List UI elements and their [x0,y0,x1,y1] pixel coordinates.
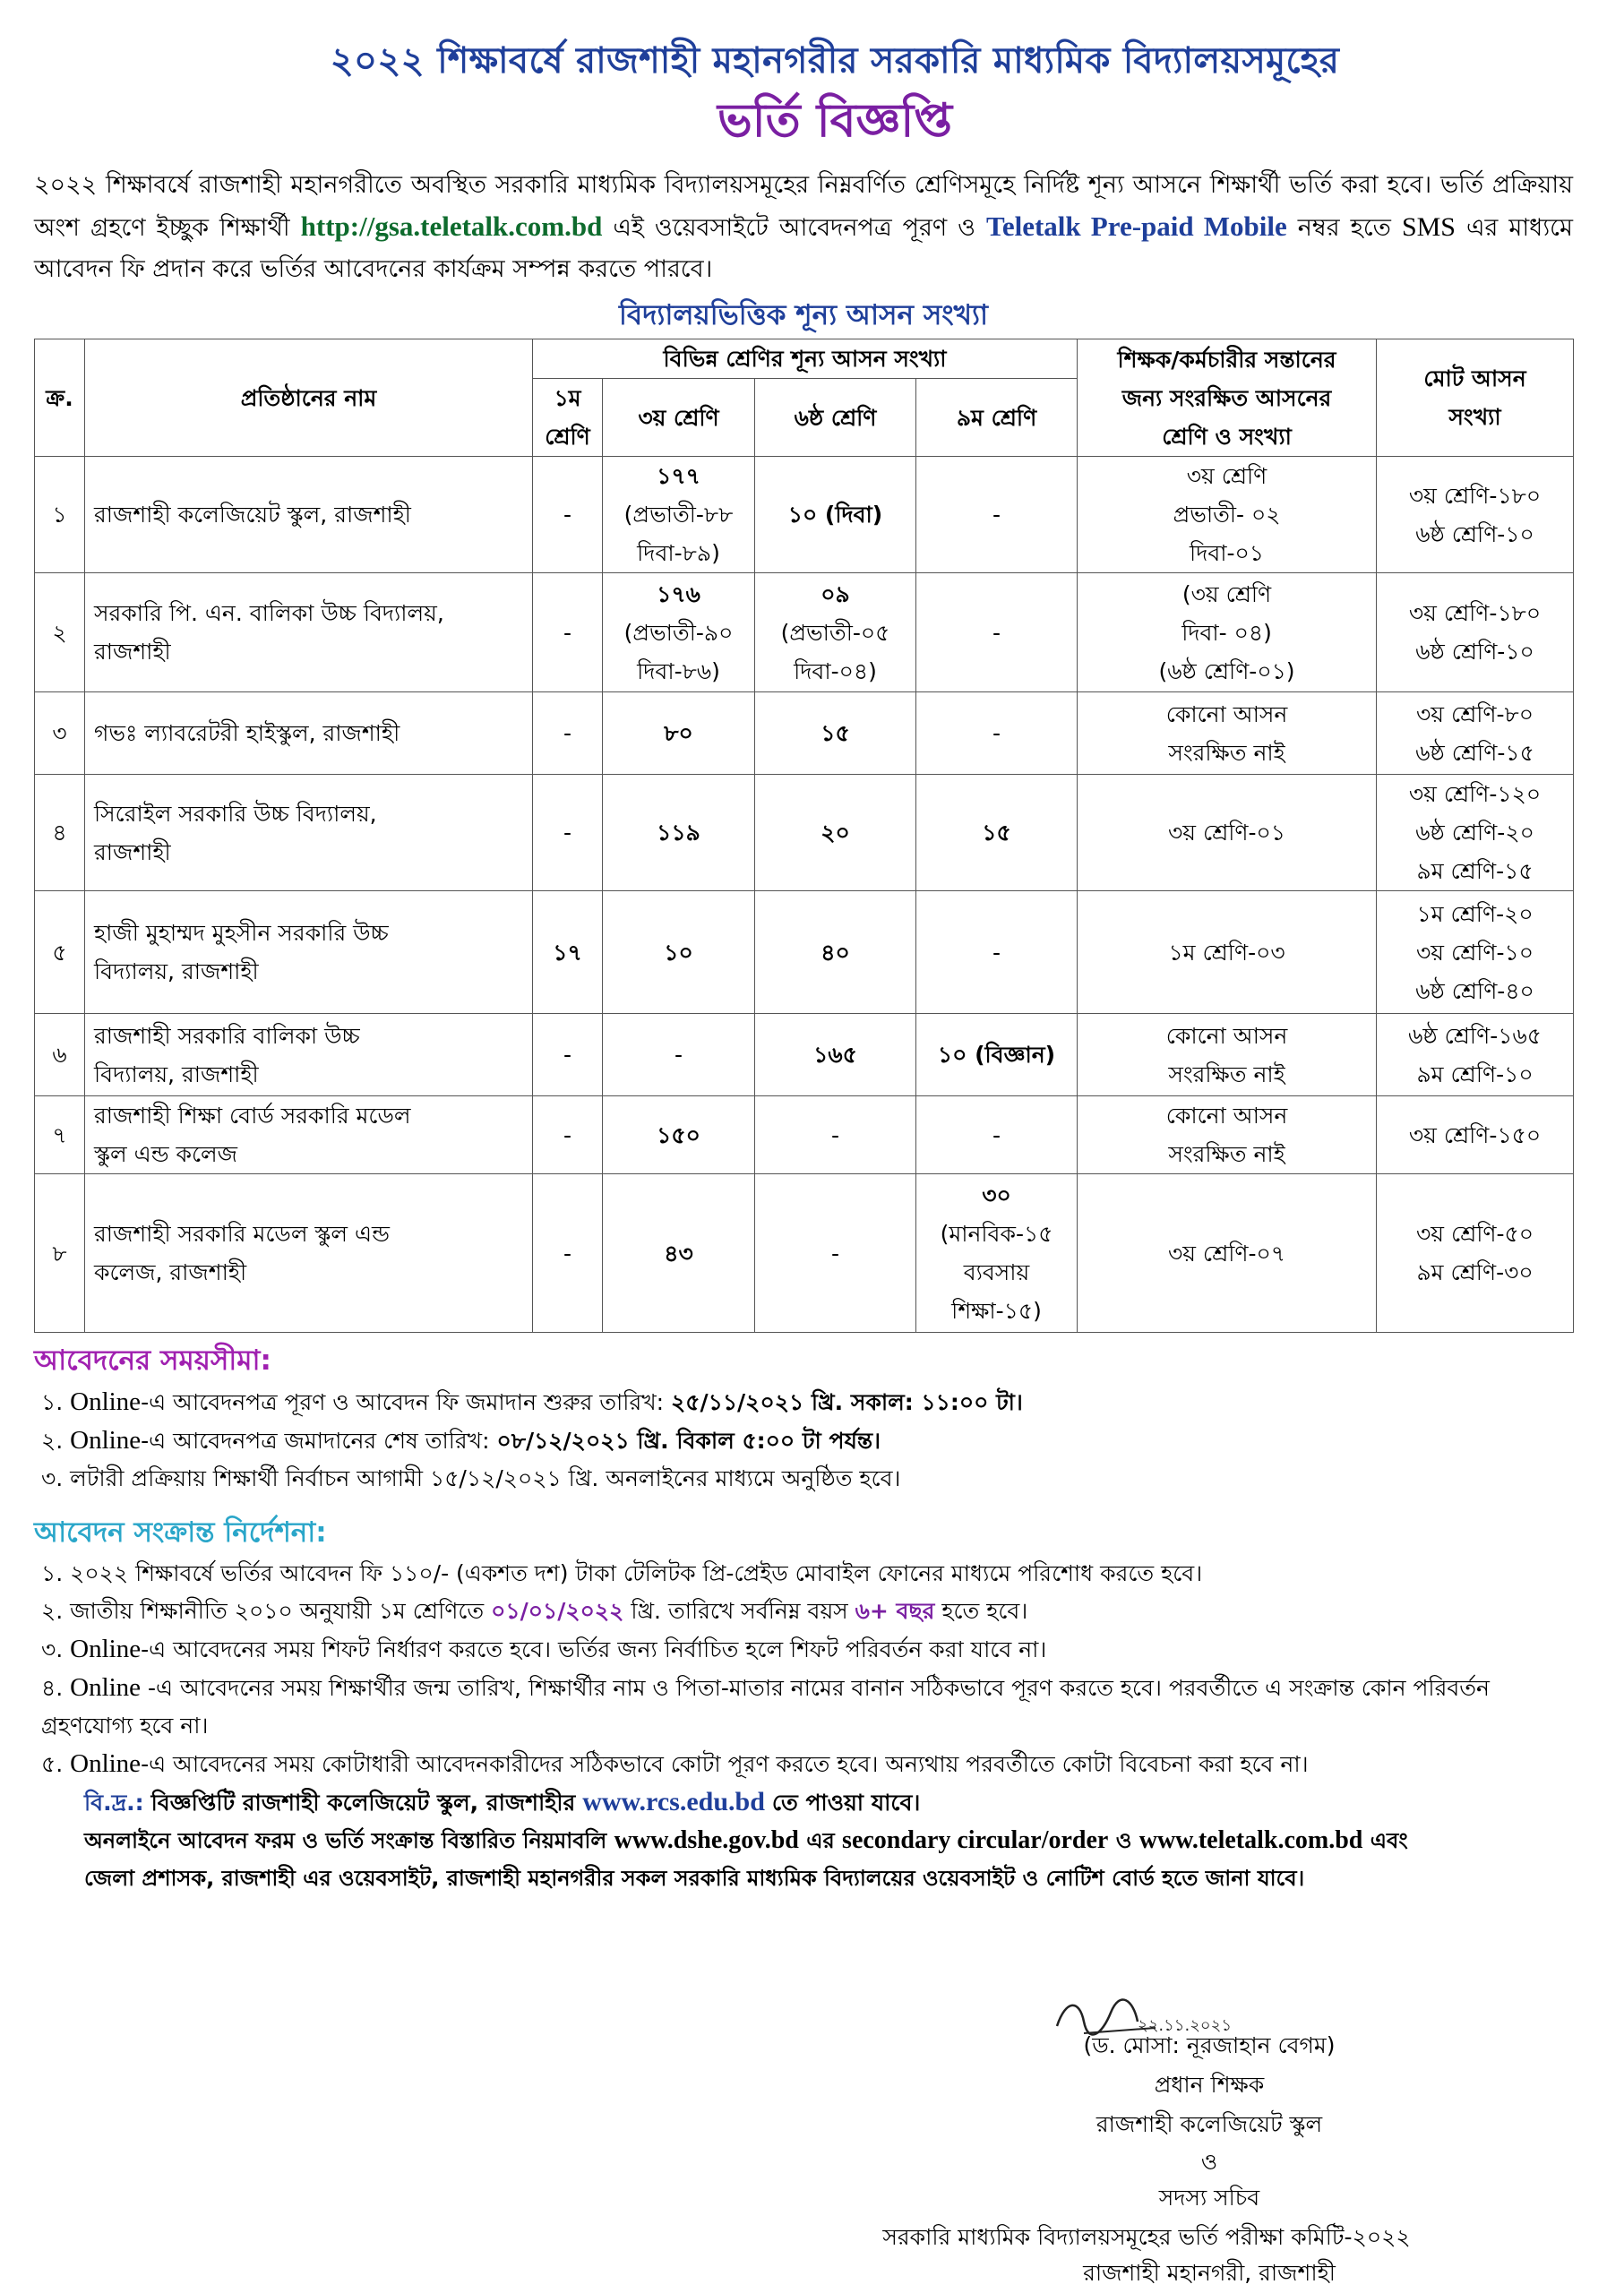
cell-reserved: কোনো আসন সংরক্ষিত নাই [1078,1014,1377,1096]
application-url-link[interactable]: http://gsa.teletalk.com.bd [300,210,603,242]
cell-class6: ০৯ (প্রভাতী-০৫ দিবা-০৪) [755,573,916,692]
cell-total: ৩য় শ্রেণি-১৫০ [1377,1096,1574,1174]
cell-reserved: ৩য় শ্রেণি প্রভাতী- ০২ দিবা-০১ [1078,457,1377,573]
instruction-3: ৩. Online-এ আবেদনের সময় শিফট নির্ধারণ করতে হবে। ভর্তির জন্য নির্বাচিত হলে শিফট পরিবর্তন করা যাবে না। [41,1635,1047,1663]
cell-serial: ১ [35,457,85,573]
cell-class9: - [916,457,1078,573]
cell-serial: ৩ [35,692,85,775]
cell-serial: ২ [35,573,85,692]
cell-class1: - [533,1096,603,1174]
cell-class9: ৩০ (মানবিক-১৫ ব্যবসায় শিক্ষা-১৫) [916,1174,1078,1333]
intro-text-1: ২০২২ শিক্ষাবর্ষে রাজশাহী মহানগরীতে অবস্থিত সরকারি মাধ্যমিক বিদ্যালয়সমূহের নিম্নবর্ণিত শ্রেণিসমূহে নির্দিষ্ট শূন্য আসনে শিক্ষার্থী ভর্তি করা হবে। ভর্তি প্রক্রিয়ায় অংশ গ্রহণে ইচ্ছুক শিক্ষার্থী [34,171,1573,242]
cell-institution: রাজশাহী সরকারি বালিকা উচ্চ বিদ্যালয়, রাজশাহী [85,1014,533,1096]
instruction-1: ১. ২০২২ শিক্ষাবর্ষে ভর্তির আবেদন ফি ১১০/- (একশত দশ) টাকা টেলিটক প্রি-প্রেইড মোবাইল ফোনের মাধ্যমে পরিশোধ করতে হবে। [41,1560,1203,1586]
table-row [35,775,1574,891]
col-class9: ৯ম শ্রেণি [916,379,1078,457]
online-info-line2: জেলা প্রশাসক, রাজশাহী এর ওয়েবসাইট, রাজশাহী মহানগরীর সকল সরকারি মাধ্যমিক বিদ্যালয়ের ওয়েবসাইট ও নোটিশ বোর্ড হতে জানা যাবে। [84,1866,1305,1891]
cell-reserved: ১ম শ্রেণি-০৩ [1078,891,1377,1014]
table-row [35,692,1574,775]
min-age: ৬+ বছর [855,1598,935,1624]
signatory-school: রাজশাহী কলেজিয়েট স্কুল [1096,2111,1323,2137]
cell-class9: - [916,891,1078,1014]
cell-class9: - [916,573,1078,692]
cell-class3: ১১৯ [603,775,755,891]
cell-class9: - [916,692,1078,775]
min-age-date: ০১/০১/২০২২ [491,1598,624,1624]
cell-reserved: ৩য় শ্রেণি-০১ [1078,775,1377,891]
deadline-heading: আবেদনের সময়সীমা: [34,1344,271,1377]
col-reserved: শিক্ষক/কর্মচারীর সন্তানের জন্য সংরক্ষিত আসনের শ্রেণি ও সংখ্যা [1078,339,1377,457]
cell-total: ৩য় শ্রেণি-৫০ ৯ম শ্রেণি-৩০ [1377,1174,1574,1333]
dshe-link[interactable]: www.dshe.gov.bd [614,1826,799,1854]
deadline-item: ২. Online-এ আবেদনপত্র জমাদানের শেষ তারিখ: ০৮/১২/২০২১ খ্রি. বিকাল ৫:০০ টা পর্যন্ত। [41,1426,881,1455]
cell-institution: হাজী মুহাম্মদ মুহসীন সরকারি উচ্চ বিদ্যালয়, রাজশাহী [85,891,533,1014]
cell-class3: ১৫০ [603,1096,755,1174]
cell-class1: - [533,692,603,775]
deadline-item: ১. Online-এ আবেদনপত্র পূরণ ও আবেদন ফি জমাদান শুরুর তারিখ: ২৫/১১/২০২১ খ্রি. সকাল: ১১:০০ টা। [41,1387,1023,1416]
table-row [35,1096,1574,1174]
cell-class1: - [533,1174,603,1333]
signatory-role: সদস্য সচিব [1158,2185,1260,2211]
cell-class6: ২০ [755,775,916,891]
intro-text-3: নম্বর হতে [1297,214,1391,242]
col-total: মোট আসন সংখ্যা [1377,339,1574,457]
cell-class6: ১০ (দিবা) [755,457,916,573]
instruction-4: ৪. Online -এ আবেদনের সময় শিক্ষার্থীর জন্ম তারিখ, শিক্ষার্থীর নাম ও পিতা-মাতার নামের বানান সঠিকভাবে পূরণ করতে হবে। পরবর্তীতে এ সংক্রান্ত কোন পরিবর্তন গ্রহণযোগ্য হবে না। [41,1673,1490,1739]
col-class1: ১ম শ্রেণি [533,379,603,457]
cell-class3: ৪৩ [603,1174,755,1333]
cell-class1: - [533,573,603,692]
cell-institution: সিরোইল সরকারি উচ্চ বিদ্যালয়, রাজশাহী [85,775,533,891]
deadline-list [34,1383,1573,1498]
cell-class3: ১৭৭ (প্রভাতী-৮৮ দিবা-৮৯) [603,457,755,573]
cell-class6: ৪০ [755,891,916,1014]
note-lead: বি.দ্র.: [84,1790,144,1816]
col-serial: ক্র. [35,339,85,457]
table-row [35,1014,1574,1096]
signatory-and: ও [1200,2149,1218,2175]
table-row [35,457,1574,573]
instruction-2: ২. জাতীয় শিক্ষানীতি ২০১০ অনুযায়ী ১ম শ্রেণিতে ০১/০১/২০২২ খ্রি. তারিখে সর্বনিম্ন বয়স ৬+ বছর হতে হবে। [41,1598,1028,1624]
notice-subtitle: ভর্তি বিজ্ঞপ্তি [717,94,952,148]
cell-class9: ১৫ [916,775,1078,891]
cell-class9: ১০ (বিজ্ঞান) [916,1014,1078,1096]
table-row [35,573,1574,692]
cell-serial: ৫ [35,891,85,1014]
cell-reserved: কোনো আসন সংরক্ষিত নাই [1078,1096,1377,1174]
cell-class3: ১০ [603,891,755,1014]
cell-class3: ১৭৬ (প্রভাতী-৯০ দিবা-৮৬) [603,573,755,692]
col-class6: ৬ষ্ঠ শ্রেণি [755,379,916,457]
teletalk-brand: Teletalk Pre-paid Mobile [986,210,1287,242]
cell-serial: ৪ [35,775,85,891]
vacant-seats-table [34,339,1574,1333]
cell-serial: ৭ [35,1096,85,1174]
cell-class1: - [533,775,603,891]
table-row [35,1174,1574,1333]
cell-class1: - [533,1014,603,1096]
signatory-location: রাজশাহী মহানগরী, রাজশাহী [1083,2260,1336,2286]
cell-class6: - [755,1096,916,1174]
signatory-designation: প্রধান শিক্ষক [1154,2072,1265,2098]
notice-title: ২০২২ শিক্ষাবর্ষে রাজশাহী মহানগরীর সরকারি মাধ্যমিক বিদ্যালয়সমূহের [330,40,1340,82]
table-title: বিদ্যালয়ভিত্তিক শূন্য আসন সংখ্যা [619,299,988,331]
cell-serial: ৮ [35,1174,85,1333]
cell-class6: ১৬৫ [755,1014,916,1096]
cell-reserved: ৩য় শ্রেণি-০৭ [1078,1174,1377,1333]
table-row [35,891,1574,1014]
cell-reserved: কোনো আসন সংরক্ষিত নাই [1078,692,1377,775]
cell-total: ৩য় শ্রেণি-৮০ ৬ষ্ঠ শ্রেণি-১৫ [1377,692,1574,775]
cell-class9: - [916,1096,1078,1174]
cell-class1: - [533,457,603,573]
intro-text-4: এর মাধ্যমে আবেদন ফি প্রদান করে ভর্তির আবেদনের কার্যক্রম সম্পন্ন করতে পারবে। [34,214,1573,283]
cell-class6: ১৫ [755,692,916,775]
teletalk-link[interactable]: www.teletalk.com.bd [1139,1826,1363,1854]
cell-total: ৩য় শ্রেণি-১৮০ ৬ষ্ঠ শ্রেণি-১০ [1377,573,1574,692]
cell-institution: গভঃ ল্যাবরেটরী হাইস্কুল, রাজশাহী [85,692,533,775]
intro-text-2: এই ওয়েবসাইটে আবেদনপত্র পূরণ ও [613,214,976,242]
cell-class3: - [603,1014,755,1096]
admission-notice [34,36,1573,1897]
intro-paragraph [34,165,1573,290]
deadline-item: ৩. লটারী প্রক্রিয়ায় শিক্ষার্থী নির্বাচন আগামী ১৫/১২/২০২১ খ্রি. অনলাইনের মাধ্যমে অনুষ্ঠিত হবে। [41,1465,901,1491]
cell-class6: - [755,1174,916,1333]
sms-label: SMS [1401,212,1456,242]
signatory-committee: সরকারি মাধ্যমিক বিদ্যালয়সমূহের ভর্তি পরীক্ষা কমিটি-২০২২ [882,2224,1411,2250]
rcs-website-link[interactable]: www.rcs.edu.bd [582,1787,765,1816]
signature-date: ২২.১১.২০২১ [1138,2016,1233,2035]
cell-total: ৩য় শ্রেণি-১৮০ ৬ষ্ঠ শ্রেণি-১০ [1377,457,1574,573]
cell-institution: রাজশাহী কলেজিয়েট স্কুল, রাজশাহী [85,457,533,573]
cell-class3: ৮০ [603,692,755,775]
cell-institution: রাজশাহী শিক্ষা বোর্ড সরকারি মডেল স্কুল এন্ড কলেজ [85,1096,533,1174]
col-institution: প্রতিষ্ঠানের নাম [85,339,533,457]
col-vacant-group: বিভিন্ন শ্রেণির শূন্য আসন সংখ্যা [533,339,1078,379]
online-info: অনলাইনে আবেদন ফরম ও ভর্তি সংক্রান্ত বিস্তারিত নিয়মাবলি www.dshe.gov.bd এর secondary circular/order ও www.teletalk.com.bd এবং জেলা প্রশাসক, রাজশাহী এর ওয়েবসাইট, রাজশাহী মহানগরীর সকল সরকারি মাধ্যমিক বিদ্যালয়ের ওয়েবসাইট ও নোটিশ বোর্ড হতে জানা যাবে। [34,1822,1573,1897]
cell-institution: সরকারি পি. এন. বালিকা উচ্চ বিদ্যালয়, রাজশাহী [85,573,533,692]
note-line: বি.দ্র.: বিজ্ঞপ্তিটি রাজশাহী কলেজিয়েট স্কুল, রাজশাহীর www.rcs.edu.bd তে পাওয়া যাবে। [84,1787,921,1816]
cell-serial: ৬ [35,1014,85,1096]
cell-class1: ১৭ [533,891,603,1014]
signatory-name: (ড. মোসা: নূরজাহান বেগম) [1083,2032,1336,2058]
instruction-5: ৫. Online-এ আবেদনের সময় কোটাধারী আবেদনকারীদের সঠিকভাবে কোটা পূরণ করতে হবে। অন্যথায় পরবর্তীতে কোটা বিবেচনা করা হবে না। [41,1749,1309,1778]
cell-reserved: (৩য় শ্রেণি দিবা- ০৪) (৬ষ্ঠ শ্রেণি-০১) [1078,573,1377,692]
cell-total: ৬ষ্ঠ শ্রেণি-১৬৫ ৯ম শ্রেণি-১০ [1377,1014,1574,1096]
cell-total: ১ম শ্রেণি-২০ ৩য় শ্রেণি-১০ ৬ষ্ঠ শ্রেণি-৪০ [1377,891,1574,1014]
col-class3: ৩য় শ্রেণি [603,379,755,457]
cell-institution: রাজশাহী সরকারি মডেল স্কুল এন্ড কলেজ, রাজশাহী [85,1174,533,1333]
instructions-heading: আবেদন সংক্রান্ত নির্দেশনা: [34,1516,327,1549]
cell-total: ৩য় শ্রেণি-১২০ ৬ষ্ঠ শ্রেণি-২০ ৯ম শ্রেণি-১৫ [1377,775,1574,891]
